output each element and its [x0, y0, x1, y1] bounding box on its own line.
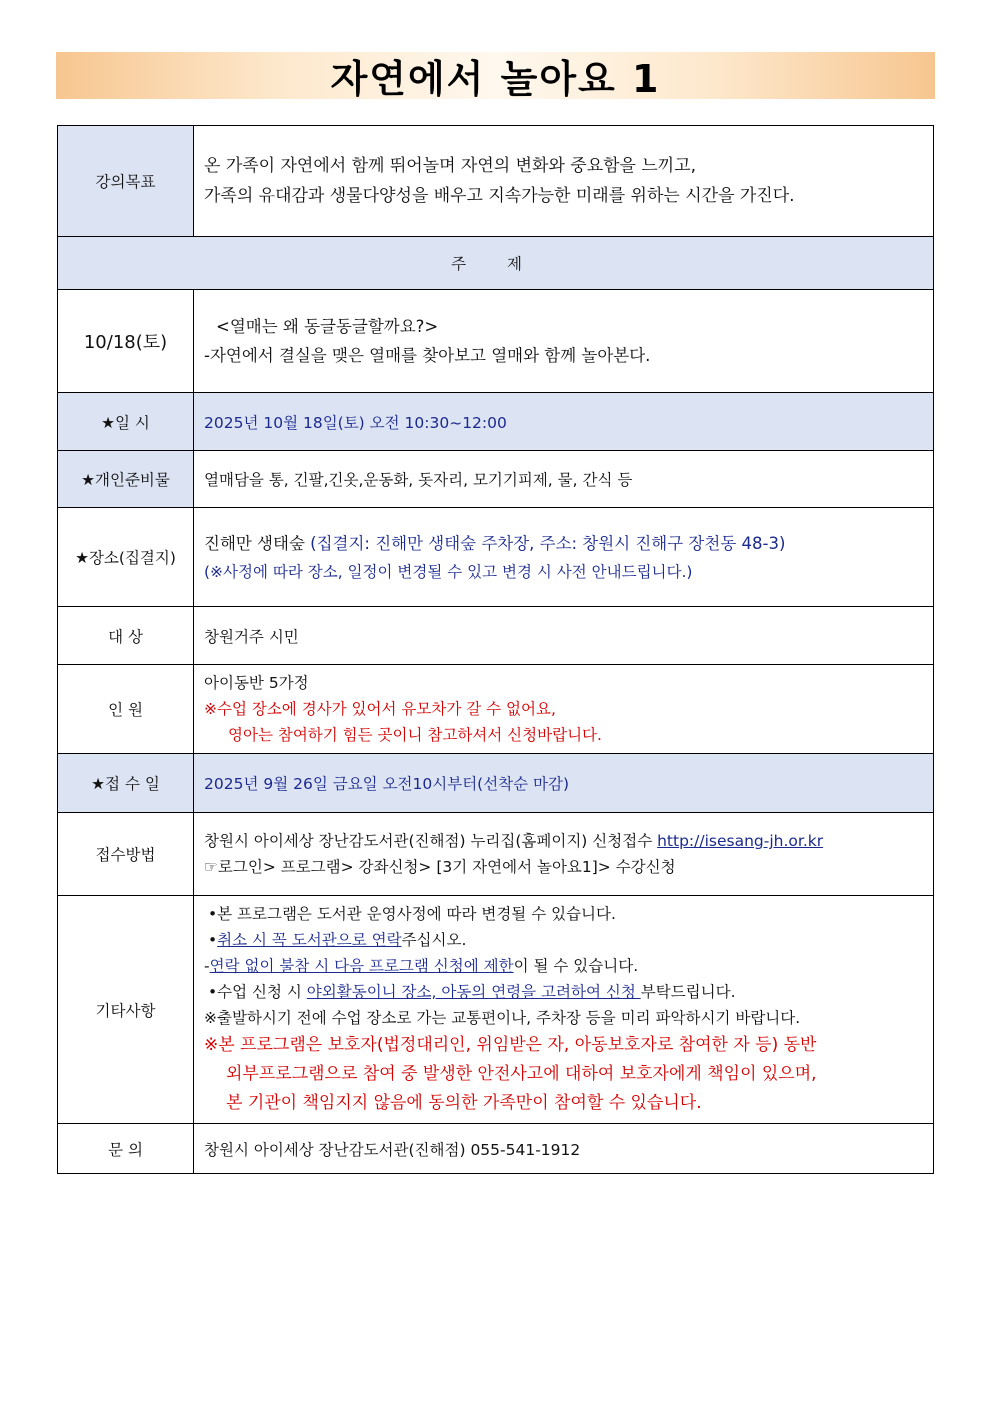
schedule-value: 2025년 10월 18일(토) 오전 10:30~12:00 — [194, 393, 934, 451]
method-line-1 — [204, 828, 923, 854]
note-4-emphasis: 야외활동이니 장소, 아동의 연령을 고려하여 신청 — [306, 983, 641, 1001]
theme-header: 주 제 — [58, 237, 934, 290]
registration-date-value: 2025년 9월 26일 금요일 오전10시부터(선착순 마감) — [194, 754, 934, 813]
notes-row — [58, 896, 934, 1124]
supplies-row — [58, 451, 934, 508]
capacity-warning-2: 영아는 참여하기 힘든 곳이니 참고하셔서 신청바랍니다. — [228, 726, 602, 744]
contact-label: 문 의 — [58, 1124, 194, 1174]
schedule-row — [58, 393, 934, 451]
supplies-label: ★개인준비물 — [58, 451, 194, 508]
target-label: 대 상 — [58, 607, 194, 665]
registration-date-row — [58, 754, 934, 813]
capacity-warning-1: ※수업 장소에 경사가 있어서 유모차가 갈 수 없어요, — [204, 700, 556, 718]
note-2-emphasis: 취소 시 꼭 도서관으로 연락 — [217, 931, 402, 949]
note-2-tail: 주십시오. — [401, 931, 467, 949]
goal-line-2: 가족의 유대감과 생물다양성을 배우고 지속가능한 미래를 위하는 시간을 가진다. — [204, 186, 795, 206]
goal-value — [194, 126, 934, 237]
note-5: ※출발하시기 전에 수업 장소로 가는 교통편이나, 주차장 등을 미리 파악하시기 바랍니다. — [204, 1009, 801, 1027]
session-title: <열매는 왜 동글동글할까요?> — [216, 317, 439, 336]
capacity-row — [58, 665, 934, 754]
goal-line-1: 온 가족이 자연에서 함께 뛰어놀며 자연의 변화와 중요함을 느끼고, — [204, 156, 697, 176]
note-7: 외부프로그램으로 참여 중 발생한 안전사고에 대하여 보호자에게 책임이 있으며, — [226, 1064, 817, 1084]
title-banner — [56, 52, 935, 99]
note-1: •본 프로그램은 도서관 운영사정에 따라 변경될 수 있습니다. — [208, 905, 616, 923]
note-3-emphasis: 연락 없이 불참 시 다음 프로그램 신청에 제한 — [209, 957, 514, 975]
capacity-value — [194, 665, 934, 754]
note-4-tail: 부탁드립니다. — [640, 983, 736, 1001]
target-row — [58, 607, 934, 665]
place-note: (※사정에 따라 장소, 일정이 변경될 수 있고 변경 시 사전 안내드립니다.) — [204, 563, 693, 581]
capacity-label: 인 원 — [58, 665, 194, 754]
session-row — [58, 290, 934, 393]
contact-value: 창원시 아이세상 장난감도서관(진해점) 055-541-1912 — [194, 1124, 934, 1174]
place-value — [194, 508, 934, 607]
capacity-count: 아이동반 5가정 — [204, 674, 309, 692]
method-row — [58, 813, 934, 896]
note-3-tail: 이 될 수 있습니다. — [513, 957, 639, 975]
method-label: 접수방법 — [58, 813, 194, 896]
note-8: 본 기관이 책임지지 않음에 동의한 가족만이 참여할 수 있습니다. — [226, 1093, 702, 1113]
contact-row — [58, 1124, 934, 1174]
note-6: ※본 프로그램은 보호자(법정대리인, 위임받은 자, 아동보호자로 참여한 자 등) 동반 — [204, 1035, 817, 1055]
session-description: -자연에서 결실을 맺은 열매를 찾아보고 열매와 함께 놀아본다. — [204, 346, 651, 365]
note-2-bullet: • — [208, 931, 218, 949]
note-3 — [204, 953, 933, 979]
session-date-label: 10/18(토) — [58, 290, 194, 393]
place-detail: (집결지: 진해만 생태숲 주차장, 주소: 창원시 진해구 장천동 48-3) — [310, 534, 786, 553]
goal-label: 강의목표 — [58, 126, 194, 237]
target-value: 창원거주 시민 — [194, 607, 934, 665]
goal-row — [58, 126, 934, 237]
note-4 — [204, 979, 933, 1005]
theme-header-row — [58, 237, 934, 290]
schedule-label: ★일 시 — [58, 393, 194, 451]
notes-label: 기타사항 — [58, 896, 194, 1124]
place-line — [204, 529, 923, 559]
note-3-bullet: - — [204, 957, 210, 975]
method-text: 창원시 아이세상 장난감도서관(진해점) 누리집(홈페이지) 신청접수 — [204, 832, 658, 850]
supplies-value: 열매담을 통, 긴팔,긴옷,운동화, 돗자리, 모기기피제, 물, 간식 등 — [194, 451, 934, 508]
place-row — [58, 508, 934, 607]
note-2 — [204, 927, 933, 953]
method-value — [194, 813, 934, 896]
program-info-table — [57, 125, 934, 1174]
place-label: ★장소(집결지) — [58, 508, 194, 607]
homepage-link[interactable]: http://isesang-jh.or.kr — [657, 832, 824, 850]
session-value — [194, 290, 934, 393]
note-4-lead: •수업 신청 시 — [208, 983, 307, 1001]
registration-date-label: ★접 수 일 — [58, 754, 194, 813]
notes-value — [194, 896, 934, 1124]
place-name: 진해만 생태숲 — [204, 534, 305, 553]
page-title: 자연에서 놀아요 1 — [330, 57, 661, 101]
method-line-2: ☞로그인> 프로그램> 강좌신청> [3기 자연에서 놀아요1]> 수강신청 — [204, 858, 676, 876]
